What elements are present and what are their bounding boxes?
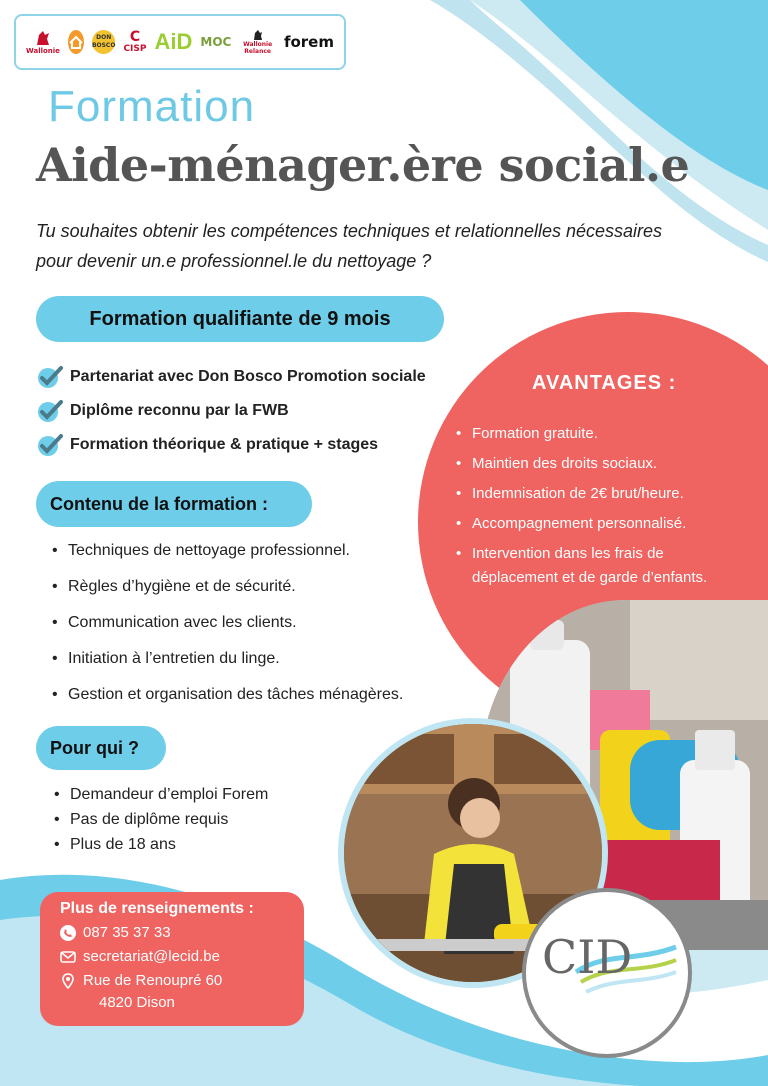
checkmark-icon	[36, 433, 64, 457]
checkmark-icon	[36, 399, 64, 423]
contenu-list	[48, 540, 403, 720]
list-item: • Pas de diplôme requis	[50, 809, 268, 834]
intro-text: Tu souhaites obtenir les compétences techniques et relationnelles nécessaires pour devenir un.e professionnel.le du nettoyage ?	[36, 221, 663, 271]
check-item: Diplôme reconnu par la FWB	[36, 394, 426, 428]
email-address[interactable]: secretariat@lecid.be	[83, 948, 220, 965]
contact-box	[40, 892, 304, 1026]
contact-address	[60, 970, 304, 1014]
rooster-icon	[34, 29, 52, 47]
list-item: • Règles d’hygiène et de sécurité.	[48, 576, 403, 612]
list-item: • Accompagnement personnalisé.	[452, 512, 752, 536]
list-item: • Plus de 18 ans	[50, 834, 268, 859]
contenu-heading: Contenu de la formation :	[36, 481, 312, 527]
orange-logo	[68, 30, 84, 54]
cid-logo-text: CID	[542, 930, 633, 984]
list-item: • Maintien des droits sociaux.	[452, 452, 752, 476]
phone-number[interactable]: 087 35 37 33	[83, 924, 171, 941]
list-item: • Gestion et organisation des tâches ménagères.	[48, 684, 403, 720]
cisp-logo: C CISP	[123, 29, 147, 54]
check-item: Partenariat avec Don Bosco Promotion sociale	[36, 360, 426, 394]
partner-logo-bar	[14, 14, 346, 70]
location-pin-icon	[60, 973, 76, 989]
avantages-title: AVANTAGES :	[532, 372, 677, 394]
avantages-list	[452, 422, 752, 596]
rooster-small-icon	[252, 29, 264, 41]
contact-email	[60, 946, 304, 968]
address-line-1: Rue de Renoupré 60	[83, 972, 223, 989]
contact-phone	[60, 922, 304, 944]
pour-qui-list	[50, 784, 268, 859]
phone-icon	[60, 925, 76, 941]
pour-qui-heading: Pour qui ?	[36, 726, 166, 770]
list-item: • Initiation à l’entretien du linge.	[48, 648, 403, 684]
don-bosco-logo: DON BOSCO	[92, 30, 116, 54]
list-item: • Demandeur d’emploi Forem	[50, 784, 268, 809]
title-formation: Formation	[48, 82, 256, 131]
list-item: • Intervention dans les frais de déplacement et de garde d’enfants.	[452, 542, 752, 590]
page-title: Aide-ménager.ère social.e	[36, 138, 690, 192]
house-icon	[68, 34, 84, 50]
list-item: • Indemnisation de 2€ brut/heure.	[452, 482, 752, 506]
email-icon	[60, 949, 76, 965]
check-item: Formation théorique & pratique + stages	[36, 428, 426, 462]
qualification-badge: Formation qualifiante de 9 mois	[36, 296, 444, 342]
qualification-checklist	[36, 360, 426, 462]
cisp-symbol-icon: C	[129, 29, 141, 45]
moc-logo: MOC	[200, 35, 232, 49]
address-line-2: 4820 Dison	[99, 994, 175, 1011]
list-item: • Techniques de nettoyage professionnel.	[48, 540, 403, 576]
checkmark-icon	[36, 365, 64, 389]
aid-logo: AiD	[154, 29, 193, 54]
forem-logo: forem	[283, 33, 334, 51]
list-item: • Formation gratuite.	[452, 422, 752, 446]
list-item: • Communication avec les clients.	[48, 612, 403, 648]
wallonie-logo: Wallonie	[26, 29, 60, 55]
contact-title: Plus de renseignements :	[60, 900, 254, 917]
wallonie-relance-logo: Wallonie Relance	[239, 29, 276, 55]
